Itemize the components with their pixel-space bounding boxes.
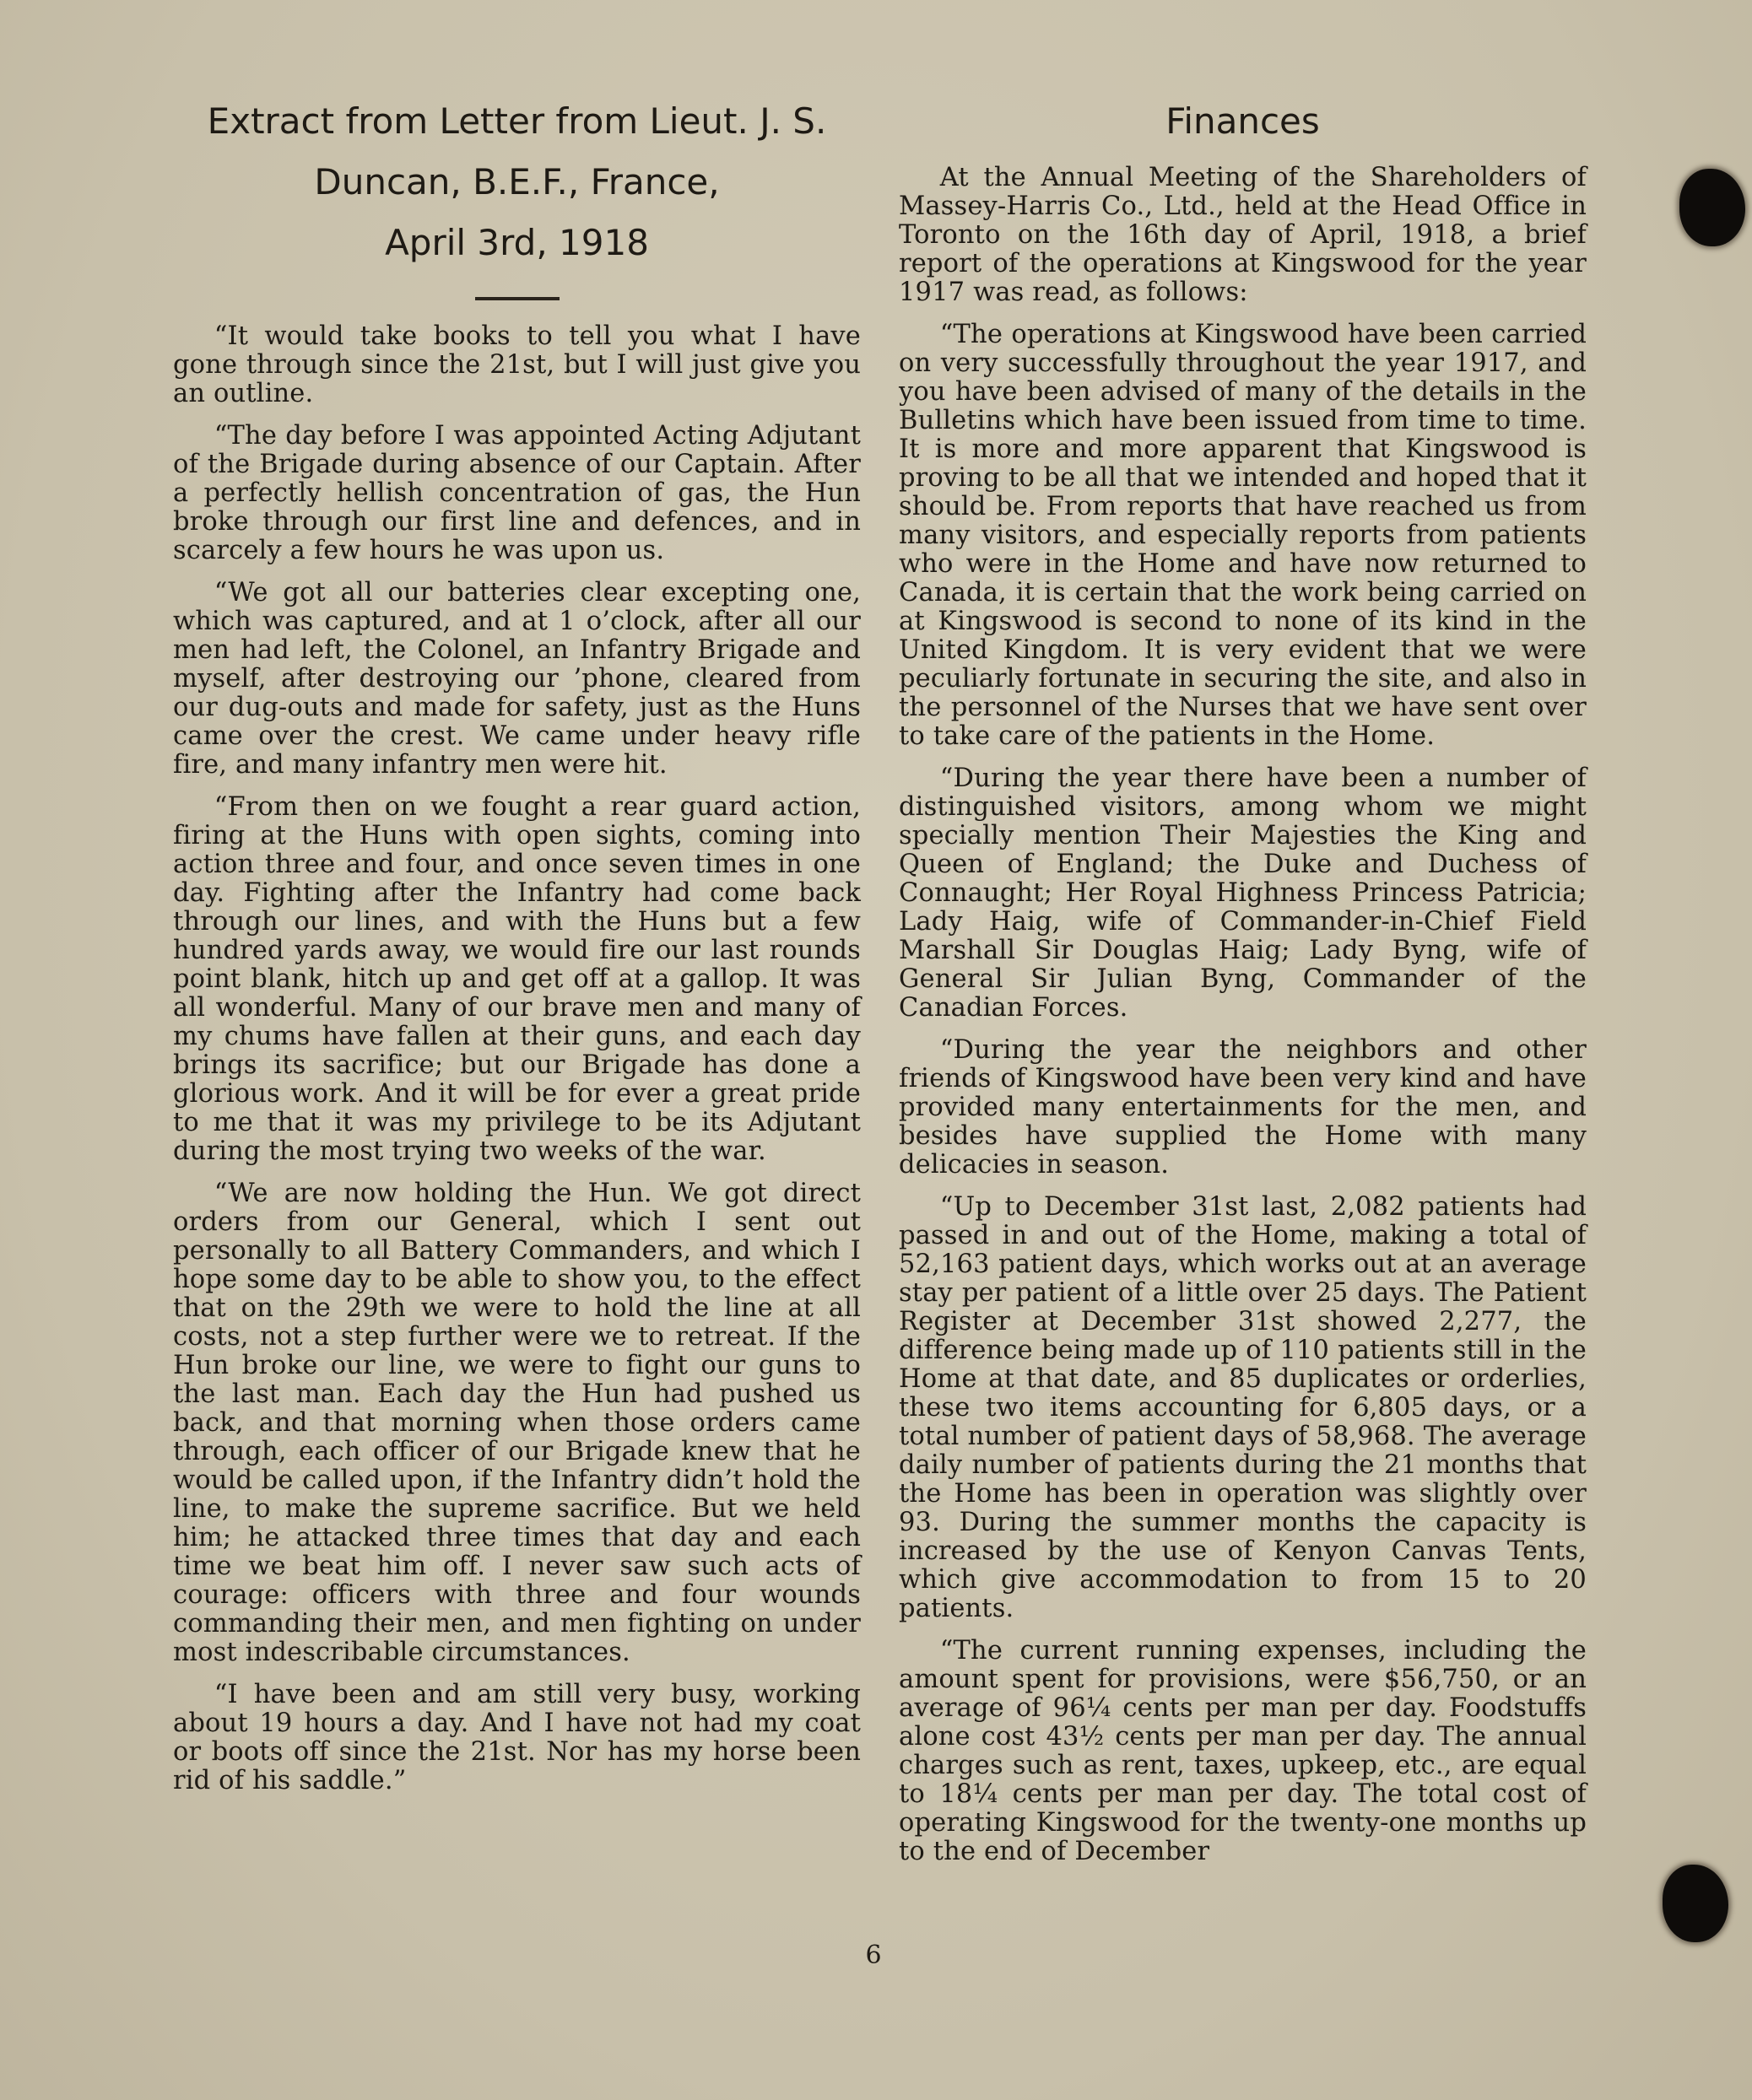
binder-hole-bottom	[1663, 1865, 1728, 1942]
letter-paragraph: “We got all our batteries clear excepting one, which was captured, and at 1 o’clock, after all our men had left, the Colonel, an Infantry Brigade and myself, after destroying our ’phone, cleared from our dug-outs and made for safety, just as the Huns came over the crest. We came under heavy rifle fire, and many infantry men were hit.	[173, 578, 861, 780]
letter-paragraph: “We are now holding the Hun. We got direct orders from our General, which I sent out personally to all Battery Commanders, and which I hope some day to be able to show you, to the effect that on the 29th we were to hold the line at all costs, not a step further were we to retreat. If the Hun broke our line, we were to fight our guns to the last man. Each day the Hun had pushed us back, and that morning when those orders came through, each officer of our Brigade knew that he would be called upon, if the Infantry didn’t hold the line, to make the supreme sacrifice. But we held him; he attacked three times that day and each time we beat him off. I never saw such acts of courage: officers with three and four wounds commanding their men, and men fighting on under most indescribable circumstances.	[173, 1179, 861, 1667]
finances-paragraph: “The operations at Kingswood have been carried on very successfully throughout the year 1917, and you have been advised of many of the details in the Bulletins which have been issued from time to time. It is more and more apparent that Kingswood is proving to be all that we intended and hoped that it should be. From reports that have reached us from many visitors, and especially reports from patients who were in the Home and have now returned to Canada, it is certain that the work being carried on at Kingswood is second to none of its kind in the United Kingdom. It is very evident that we were peculiarly fortunate in securing the site, and also in the personnel of the Nurses that we have sent over to take care of the patients in the Home.	[899, 320, 1587, 751]
letter-title-line: Extract from Letter from Lieut. J. S.	[207, 100, 827, 142]
letter-paragraph: “It would take books to tell you what I have gone through since the 21st, but I will just give you an outline.	[173, 321, 861, 408]
finances-paragraph: “The current running expenses, including the amount spent for provisions, were $56,750, or an average of 96¼ cents per man per day. Foodstuffs alone cost 43½ cents per man per day. The annual charges such as rent, taxes, upkeep, etc., are equal to 18¼ cents per man per day. The total cost of operating Kingswood for the twenty-one months up to the end of December	[899, 1636, 1587, 1866]
letter-title-line: April 3rd, 1918	[385, 222, 649, 263]
letter-paragraph: “The day before I was appointed Acting Adjutant of the Brigade during absence of our Captain. After a perfectly hellish concentration of gas, the Hun broke through our first line and defences, and in scarcely a few hours he was upon us.	[173, 421, 861, 565]
letter-paragraph: “From then on we fought a rear guard action, firing at the Huns with open sights, coming into action three and four, and once seven times in one day. Fighting after the Infantry had come back through our lines, and with the Huns but a few hundred yards away, we would fire our last rounds point blank, hitch up and get off at a gallop. It was all wonderful. Many of our brave men and many of my chums have fallen at their guns, and each day brings its sacrifice; but our Brigade has done a glorious work. And it will be for ever a great pride to me that it was my privilege to be its Adjutant during the most trying two weeks of the war.	[173, 792, 861, 1166]
finances-paragraph: “During the year there have been a number of distinguished visitors, among whom we might specially mention Their Majesties the King and Queen of England; the Duke and Duchess of Connaught; Her Royal Highness Princess Patricia; Lady Haig, wife of Commander-in-Chief Field Marshall Sir Douglas Haig; Lady Byng, wife of General Sir Julian Byng, Commander of the Canadian Forces.	[899, 764, 1587, 1023]
finances-paragraph: At the Annual Meeting of the Shareholders of Massey-Harris Co., Ltd., held at the Head Office in Toronto on the 16th day of April, 1918, a brief report of the operations at Kingswood for the year 1917 was read, as follows:	[899, 163, 1587, 307]
page-number: 6	[865, 1941, 882, 1970]
finances-paragraph: “During the year the neighbors and other friends of Kingswood have been very kind and have provided many entertainments for the men, and besides have supplied the Home with many delicacies in season.	[899, 1035, 1587, 1180]
title-rule	[475, 297, 560, 300]
finances-title: Finances	[1165, 100, 1320, 142]
binder-hole-top	[1679, 169, 1745, 246]
letter-column	[173, 91, 861, 1809]
finances-column	[899, 91, 1587, 1880]
letter-title	[173, 91, 861, 273]
letter-title-line: Duncan, B.E.F., France,	[314, 161, 720, 202]
finances-paragraph: “Up to December 31st last, 2,082 patients had passed in and out of the Home, making a total of 52,163 patient days, which works out at an average stay per patient of a little over 25 days. The Patient Register at December 31st showed 2,277, the difference being made up of 110 patients still in the Home at that date, and 85 duplicates or orderlies, these two items accounting for 6,805 days, or a total number of patient days of 58,968. The average daily number of patients during the 21 months that the Home has been in operation was slightly over 93. During the summer months the capacity is increased by the use of Kenyon Canvas Tents, which give accommodation to from 15 to 20 patients.	[899, 1192, 1587, 1623]
letter-paragraph: “I have been and am still very busy, working about 19 hours a day. And I have not had my coat or boots off since the 21st. Nor has my horse been rid of his saddle.”	[173, 1680, 861, 1795]
